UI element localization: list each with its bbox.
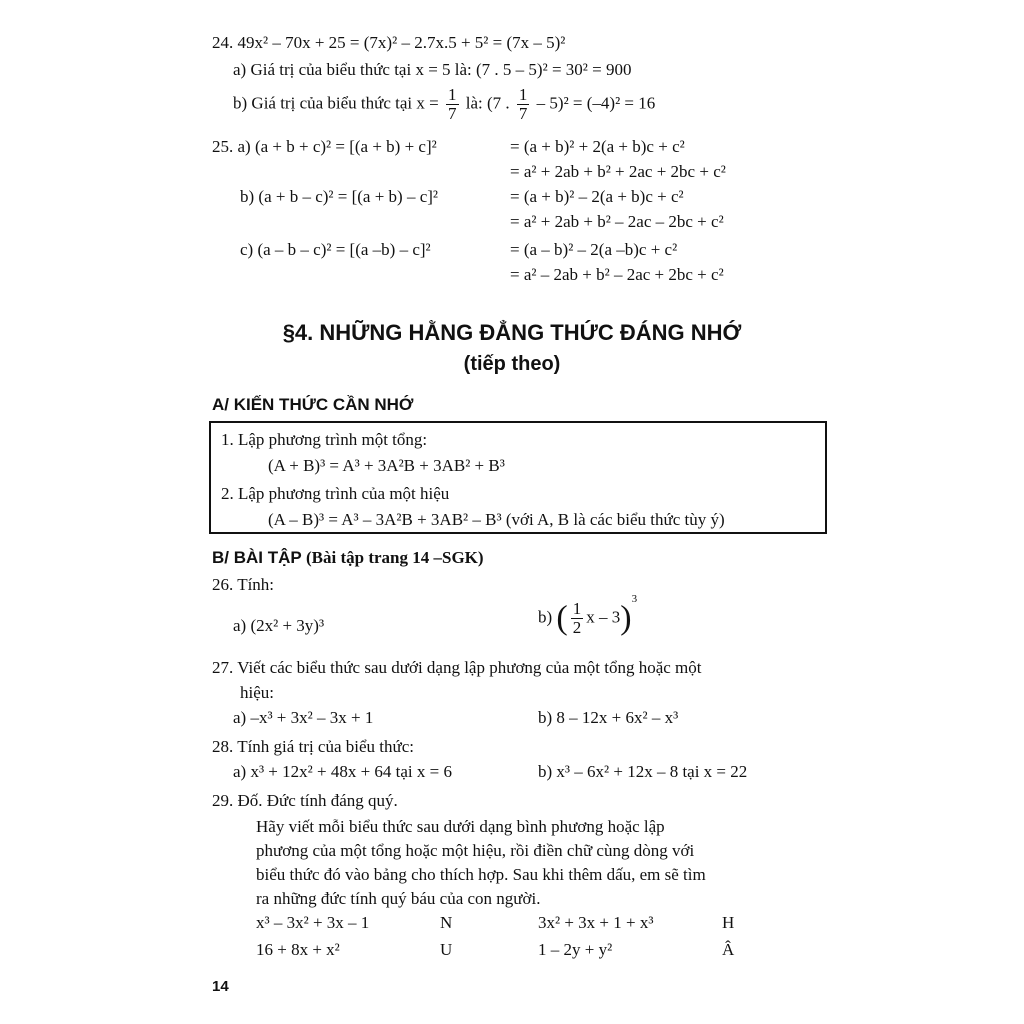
ex24-b-prefix: b) Giá trị của biểu thức tại x = — [233, 93, 439, 113]
ex25-b-right-2: = a² + 2ab + b² – 2ac – 2bc + c² — [510, 212, 724, 231]
ex28-b: b) x³ – 6x² + 12x – 8 tại x = 22 — [538, 762, 748, 781]
ex24-b-post: – 5)² = (–4)² = 16 — [536, 93, 656, 113]
ex29-table-expr-2: 3x² + 3x + 1 + x³ — [538, 913, 654, 932]
ex27-a: a) –x³ + 3x² – 3x + 1 — [233, 708, 374, 727]
ex29-table-expr-1: x³ – 3x² + 3x – 1 — [256, 913, 370, 932]
ex26-b-label: b) — [538, 607, 553, 627]
ex25-a-left: 25. a) (a + b + c)² = [(a + b) + c]² — [212, 137, 437, 156]
ex29-paragraph-1: Hãy viết mỗi biểu thức sau dưới dạng bình phương hoặc lập — [256, 817, 665, 836]
ex24-part-b — [233, 86, 655, 123]
ex26-b-frac-den: 2 — [572, 617, 582, 637]
ex26-b — [538, 592, 638, 637]
ex25-a-right-1: = (a + b)² + 2(a + b)c + c² — [510, 137, 685, 156]
ex24-b-frac2-den: 7 — [518, 103, 528, 123]
ex29-table-expr-3: 16 + 8x + x² — [256, 940, 340, 959]
ex29-paragraph-2: phương của một tổng hoặc một hiệu, rồi điền chữ cùng dòng với — [256, 841, 695, 860]
page-number: 14 — [212, 978, 229, 995]
ex26-b-close-paren: ) — [620, 599, 632, 637]
ex24-b-fraction — [446, 86, 459, 123]
ex24-line1: 24. 49x² – 70x + 25 = (7x)² – 2.7x.5 + 5² = (7x – 5)² — [212, 33, 566, 52]
knowledge-heading: A/ KIẾN THỨC CẦN NHỚ — [212, 395, 414, 414]
ex27-line2: hiệu: — [240, 683, 274, 702]
ex24-b-frac-den: 7 — [448, 103, 457, 123]
section-subtitle: (tiếp theo) — [463, 353, 561, 375]
section-title: §4. NHỮNG HẰNG ĐẲNG THỨC ĐÁNG NHỚ — [282, 320, 742, 345]
ex24-part-a: a) Giá trị của biểu thức tại x = 5 là: (7 . 5 – 5)² = 30² = 900 — [233, 60, 632, 79]
ex29-table-letter-3: U — [440, 940, 453, 959]
ex26-b-tail: x – 3 — [586, 607, 621, 627]
ex25-c-right-1: = (a – b)² – 2(a –b)c + c² — [510, 240, 678, 259]
ex29-title: 29. Đố. Đức tính đáng quý. — [212, 791, 398, 810]
ex24-b-mid: là: (7 . — [465, 93, 510, 113]
ex26-a: a) (2x² + 3y)³ — [233, 616, 325, 635]
identity-1-title: 1. Lập phương trình một tổng: — [221, 430, 428, 449]
ex26-title: 26. Tính: — [212, 575, 275, 594]
ex24-b-fraction-2 — [517, 86, 530, 123]
ex24-b-frac-num: 1 — [448, 85, 457, 104]
ex29-table-letter-1: N — [440, 913, 453, 932]
identity-2-title: 2. Lập phương trình của một hiệu — [221, 484, 450, 503]
exercises-heading-label: B/ BÀI TẬP — [212, 548, 302, 567]
ex29-paragraph-4: ra những đức tính quý báu của con người. — [256, 889, 541, 908]
ex25-b-right-1: = (a + b)² – 2(a + b)c + c² — [510, 187, 684, 206]
ex29-table-letter-2: H — [722, 913, 735, 932]
ex25-c-left: c) (a – b – c)² = [(a –b) – c]² — [240, 240, 431, 259]
ex26-b-fraction — [571, 600, 584, 637]
identity-2-formula: (A – B)³ = A³ – 3A²B + 3AB² – B³ (với A, B là các biểu thức tùy ý) — [268, 510, 725, 529]
ex28-title: 28. Tính giá trị của biểu thức: — [212, 737, 414, 756]
ex29-table-letter-4: Â — [722, 940, 735, 959]
ex28-a: a) x³ + 12x² + 48x + 64 tại x = 6 — [233, 762, 452, 781]
exercises-heading-source: (Bài tập trang 14 –SGK) — [305, 548, 484, 567]
ex26-b-open-paren: ( — [556, 599, 568, 637]
ex25-c-right-2: = a² – 2ab + b² – 2ac + 2bc + c² — [510, 265, 724, 284]
ex26-b-exponent: 3 — [631, 592, 638, 605]
ex24-b-frac2-num: 1 — [518, 85, 528, 104]
ex25-a-right-2: = a² + 2ab + b² + 2ac + 2bc + c² — [510, 162, 726, 181]
ex29-table-expr-4: 1 – 2y + y² — [538, 940, 613, 959]
ex25-b-left: b) (a + b – c)² = [(a + b) – c]² — [240, 187, 439, 206]
ex29-paragraph-3: biểu thức đó vào bảng cho thích hợp. Sau khi thêm dấu, em sẽ tìm — [256, 865, 706, 884]
ex27-b: b) 8 – 12x + 6x² – x³ — [538, 708, 679, 727]
exercises-heading — [212, 548, 484, 568]
identity-1-formula: (A + B)³ = A³ + 3A²B + 3AB² + B³ — [268, 456, 505, 475]
ex27-line1: 27. Viết các biểu thức sau dưới dạng lập phương của một tổng hoặc một — [212, 658, 702, 677]
ex26-b-frac-num: 1 — [572, 599, 582, 618]
